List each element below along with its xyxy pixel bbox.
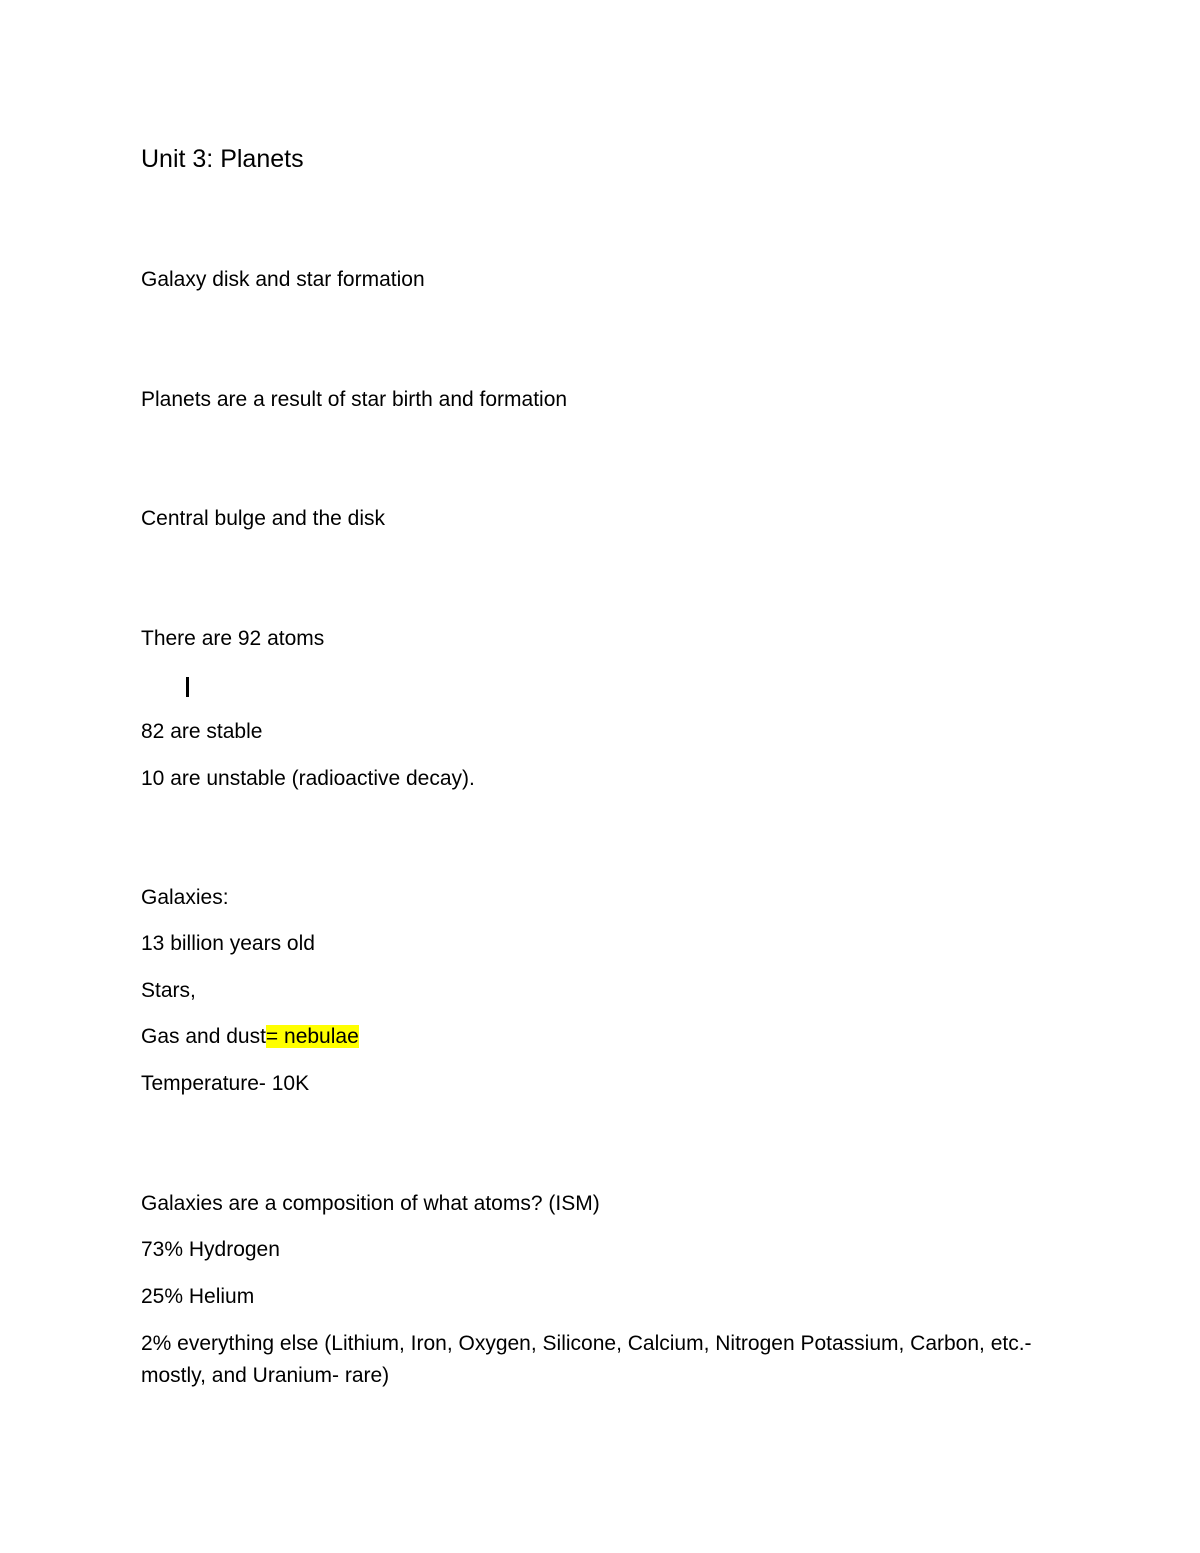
text-line-everything-else: 2% everything else (Lithium, Iron, Oxygen, Silicone, Calcium, Nitrogen Potassium, Carbon, etc.- mostly, and Uranium- rare) (141, 1332, 1032, 1387)
highlighted-nebulae: = nebulae (265, 1025, 359, 1048)
gas-dust-prefix: Gas and dust (141, 1025, 266, 1048)
text-line-stars: Stars, (141, 979, 196, 1002)
text-line-hydrogen: 73% Hydrogen (141, 1238, 280, 1261)
text-line-planets-result: Planets are a result of star birth and formation (141, 388, 568, 411)
text-line-10-unstable: 10 are unstable (radioactive decay). (141, 767, 475, 790)
text-line-13-billion: 13 billion years old (141, 932, 315, 955)
text-line-galaxy-disk: Galaxy disk and star formation (141, 268, 425, 291)
text-line-central-bulge: Central bulge and the disk (141, 507, 385, 530)
text-line-temperature: Temperature- 10K (141, 1072, 310, 1095)
section-heading-galaxies: Galaxies: (141, 886, 229, 909)
text-line-82-stable: 82 are stable (141, 720, 263, 743)
down-arrow-icon (186, 677, 189, 697)
text-line-helium: 25% Helium (141, 1285, 255, 1308)
document-title: Unit 3: Planets (141, 145, 304, 173)
text-line-gas-dust (141, 1023, 359, 1051)
text-line-92-atoms: There are 92 atoms (141, 627, 325, 650)
text-line-composition-question: Galaxies are a composition of what atoms? (ISM) (141, 1192, 600, 1215)
